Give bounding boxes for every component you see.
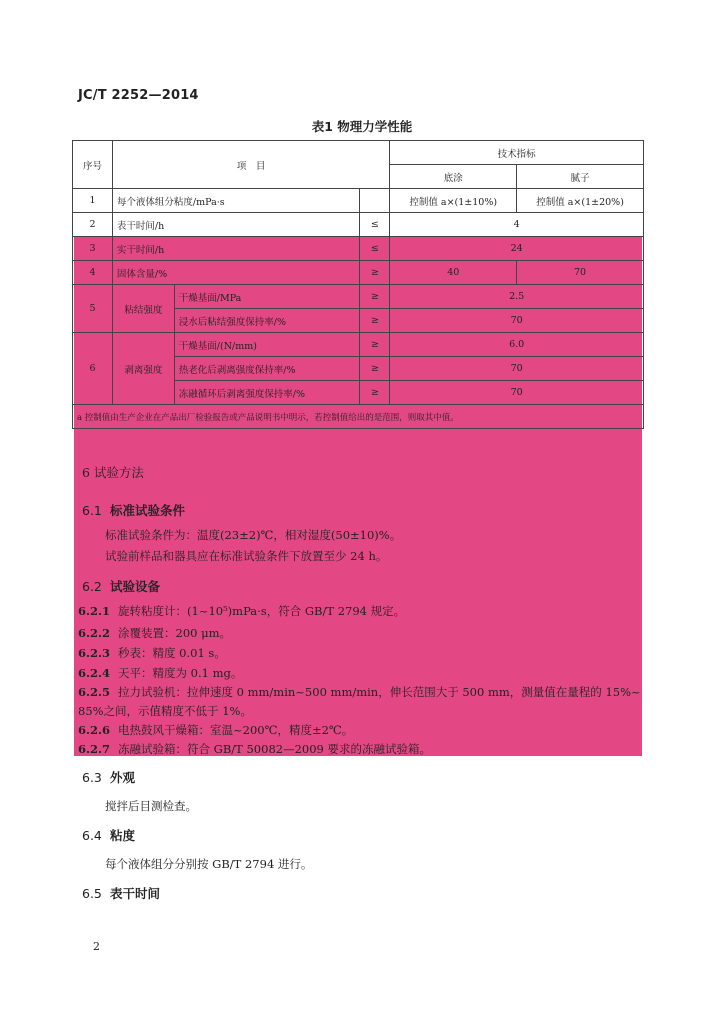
section-title: 表干时间 bbox=[110, 886, 161, 901]
group-label: 剥离强度 bbox=[112, 333, 174, 405]
section-6-5-heading bbox=[82, 884, 160, 902]
section-6-1-heading bbox=[82, 501, 185, 519]
row-value: 4 bbox=[390, 213, 644, 237]
row-value: 6.0 bbox=[390, 333, 644, 357]
header-indicator: 技术指标 bbox=[390, 141, 644, 165]
section-title: 试验设备 bbox=[110, 579, 161, 594]
row-symbol: ≥ bbox=[360, 261, 390, 285]
section-number: 6.2 bbox=[82, 579, 102, 594]
row-symbol: ≥ bbox=[360, 285, 390, 309]
row-no: 6 bbox=[73, 333, 113, 405]
item-number: 6.2.4 bbox=[78, 666, 111, 680]
group-label: 粘结强度 bbox=[112, 285, 174, 333]
list-item bbox=[78, 722, 353, 738]
row-no: 1 bbox=[73, 189, 113, 213]
standard-code: JC/T 2252—2014 bbox=[78, 88, 199, 103]
row-no: 4 bbox=[73, 261, 113, 285]
row-primer: 控制值 a×(1±10%) bbox=[390, 189, 517, 213]
row-item: 干燥基面/(N/mm) bbox=[174, 333, 360, 357]
header-index: 序号 bbox=[73, 141, 113, 189]
row-symbol: ≤ bbox=[360, 213, 390, 237]
header-item: 项 目 bbox=[112, 141, 389, 189]
section-6-heading: 6 试验方法 bbox=[82, 465, 144, 480]
item-number: 6.2.2 bbox=[78, 626, 111, 640]
list-item-continuation: 85%之间，示值精度不低于 1%。 bbox=[78, 704, 252, 718]
item-number: 6.2.3 bbox=[78, 646, 111, 660]
list-item bbox=[78, 645, 226, 661]
row-putty: 控制值 a×(1±20%) bbox=[517, 189, 644, 213]
list-item bbox=[78, 741, 431, 757]
header-putty: 腻子 bbox=[517, 165, 644, 189]
row-value: 70 bbox=[390, 381, 644, 405]
row-putty: 70 bbox=[517, 261, 644, 285]
item-text: 秒表：精度 0.01 s。 bbox=[118, 646, 226, 660]
section-number: 6.1 bbox=[82, 503, 102, 518]
section-6-2-heading bbox=[82, 577, 160, 595]
section-number: 6.3 bbox=[82, 770, 102, 785]
item-number: 6.2.7 bbox=[78, 742, 111, 756]
page-number: 2 bbox=[93, 940, 100, 953]
row-symbol: ≥ bbox=[360, 333, 390, 357]
section-6-4-heading bbox=[82, 826, 135, 844]
table-header-row bbox=[73, 141, 644, 165]
item-text: 拉力试验机：拉伸速度 0 mm/min~500 mm/min，伸长范围大于 500 mm，测量值在量程的 15%~ bbox=[118, 685, 641, 699]
item-text: 冻融试验箱：符合 GB/T 50082—2009 要求的冻融试验箱。 bbox=[118, 742, 431, 756]
header-primer: 底涂 bbox=[390, 165, 517, 189]
table-row bbox=[73, 237, 644, 261]
row-primer: 40 bbox=[390, 261, 517, 285]
row-symbol: ≥ bbox=[360, 381, 390, 405]
list-item bbox=[78, 684, 641, 700]
table-row bbox=[73, 333, 644, 357]
paragraph: 每个液体组分分别按 GB/T 2794 进行。 bbox=[105, 857, 313, 871]
row-value: 70 bbox=[390, 309, 644, 333]
list-item bbox=[78, 665, 242, 681]
table-title: 表1 物理力学性能 bbox=[311, 119, 413, 134]
section-number: 6.4 bbox=[82, 828, 102, 843]
row-value: 70 bbox=[390, 357, 644, 381]
section-title: 外观 bbox=[110, 770, 136, 785]
table-footnote-row bbox=[73, 405, 644, 429]
item-text: 电热鼓风干燥箱：室温~200℃，精度±2℃。 bbox=[118, 723, 354, 737]
item-number: 6.2.5 bbox=[78, 685, 111, 699]
row-item: 干燥基面/MPa bbox=[174, 285, 360, 309]
item-text: 旋转粘度计：(1~10⁵)mPa·s，符合 GB/T 2794 规定。 bbox=[118, 604, 406, 618]
table-row bbox=[73, 189, 644, 213]
row-item: 表干时间/h bbox=[112, 213, 359, 237]
row-symbol: ≥ bbox=[360, 309, 390, 333]
row-item: 热老化后剥离强度保持率/% bbox=[174, 357, 360, 381]
row-item: 固体含量/% bbox=[112, 261, 359, 285]
item-number: 6.2.6 bbox=[78, 723, 111, 737]
paragraph: 试验前样品和器具应在标准试验条件下放置至少 24 h。 bbox=[105, 549, 388, 563]
table-row bbox=[73, 213, 644, 237]
section-number: 6.5 bbox=[82, 886, 102, 901]
item-text: 涂覆装置：200 μm。 bbox=[118, 626, 231, 640]
list-item bbox=[78, 625, 231, 641]
row-item: 浸水后粘结强度保持率/% bbox=[174, 309, 360, 333]
list-item bbox=[78, 603, 405, 619]
item-number: 6.2.1 bbox=[78, 604, 111, 618]
table-row bbox=[73, 261, 644, 285]
properties-table bbox=[72, 140, 644, 429]
item-text: 天平：精度为 0.1 mg。 bbox=[118, 666, 243, 680]
row-symbol bbox=[360, 189, 390, 213]
paragraph: 搅拌后目测检查。 bbox=[105, 799, 197, 813]
row-symbol: ≥ bbox=[360, 357, 390, 381]
row-no: 3 bbox=[73, 237, 113, 261]
paragraph: 标准试验条件为：温度(23±2)℃，相对湿度(50±10)%。 bbox=[105, 528, 402, 542]
row-value: 2.5 bbox=[390, 285, 644, 309]
row-item: 冻融循环后剥离强度保持率/% bbox=[174, 381, 360, 405]
row-no: 5 bbox=[73, 285, 113, 333]
row-symbol: ≤ bbox=[360, 237, 390, 261]
row-item: 实干时间/h bbox=[112, 237, 359, 261]
row-no: 2 bbox=[73, 213, 113, 237]
row-value: 24 bbox=[390, 237, 644, 261]
section-title: 粘度 bbox=[110, 828, 136, 843]
row-item: 每个液体组分粘度/mPa·s bbox=[112, 189, 359, 213]
section-6-3-heading bbox=[82, 768, 135, 786]
table-footnote: a 控制值由生产企业在产品出厂检验报告或产品说明书中明示，若控制值给出的是范围，则取其中值。 bbox=[73, 405, 644, 429]
section-title: 标准试验条件 bbox=[110, 503, 186, 518]
table-row bbox=[73, 285, 644, 309]
